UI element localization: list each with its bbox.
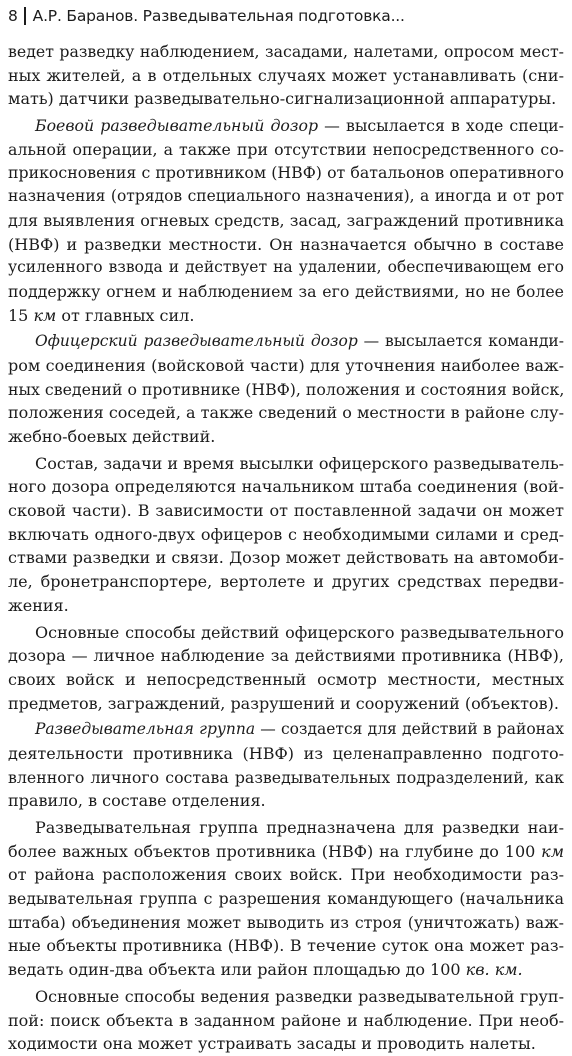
text-run: Состав, задачи и время высылки офицерского разведыватель- <box>35 453 564 473</box>
text-run: ные объекты противника (НВФ). В течение суток она может раз- <box>8 936 564 956</box>
text-run: прикосновения с противником (НВФ) от батальонов оперативного <box>8 163 564 183</box>
text-run: усиленного взвода и действует на удалении, обеспечивающем его <box>8 258 564 277</box>
text-run: — высылается в ходе специ- <box>318 116 564 136</box>
text-run: положения соседей, а также сведений о местности в районе слу- <box>8 403 564 423</box>
paragraph <box>8 40 564 111</box>
text-run: ствами разведки и связи. Дозор может действовать на автомоби- <box>8 548 564 568</box>
text-line <box>8 718 564 742</box>
text-run: ведет разведку наблюдением, засадами, налетами, опросом мест- <box>8 42 564 61</box>
text-line <box>8 256 564 280</box>
text-run: ром соединения (войсковой части) для уточнения наиболее важ- <box>8 355 564 375</box>
text-run: Разведывательная группа предназначена для разведки наи- <box>35 818 564 837</box>
italic-term: кв. км. <box>465 960 523 980</box>
text-line <box>8 692 564 716</box>
text-line <box>8 668 564 692</box>
text-run: — создается для действий в районах <box>255 720 564 739</box>
running-header <box>8 4 405 28</box>
text-line <box>8 304 564 328</box>
text-line <box>8 934 564 958</box>
text-line <box>8 840 564 864</box>
text-line <box>8 209 564 233</box>
text-run: Основные способы действий офицерского разведывательного <box>35 622 564 642</box>
text-line <box>8 138 564 162</box>
text-run: ного дозора определяются начальником штаба соединения (вой- <box>8 477 564 497</box>
text-run: дозора — личное наблюдение за действиями противника (НВФ), <box>8 646 564 666</box>
text-line <box>8 742 564 766</box>
text-line <box>8 233 564 257</box>
italic-term: км <box>541 841 564 861</box>
text-run: поддержку огнем и наблюдением за его действиями, но не более <box>8 281 564 301</box>
text-line <box>8 114 564 138</box>
text-run: пой: поиск объекта в заданном районе и наблюдение. При необ- <box>8 1010 564 1030</box>
text-line <box>8 452 564 476</box>
text-run: деятельности противника (НВФ) из целенаправленно подгото- <box>8 743 564 763</box>
text-run: ных сведений о противнике (НВФ), положения и состояния войск, <box>8 379 564 399</box>
text-run: штаба) объединения может выводить из строя (уничтожать) важ- <box>8 912 564 932</box>
text-line <box>8 621 564 645</box>
text-run: предметов, заграждений, разрушений и сооружений (объектов). <box>8 693 559 713</box>
text-line <box>8 863 564 887</box>
text-line <box>8 401 564 425</box>
text-run: мать) датчики разведывательно-сигнализационной аппаратуры. <box>8 89 557 109</box>
paragraph <box>8 452 564 618</box>
text-run: сковой части). В зависимости от поставленной задачи он может <box>8 501 564 521</box>
text-run: ходимости она может устраивать засады и проводить налеты. <box>8 1034 536 1054</box>
text-run: ле, бронетранспортере, вертолете и других средствах передви- <box>8 572 564 592</box>
paragraph <box>8 718 564 813</box>
text-line <box>8 40 564 64</box>
text-run: от главных сил. <box>56 305 195 325</box>
text-run: вленного личного состава разведывательных подразделений, как <box>8 767 564 787</box>
text-run: назначения (отрядов специального назначения), а иногда и от рот <box>8 187 564 206</box>
text-line <box>8 594 564 618</box>
text-run: 15 <box>8 305 34 325</box>
paragraph <box>8 114 564 327</box>
text-line <box>8 816 564 840</box>
text-line <box>8 425 564 449</box>
paragraph <box>8 816 564 982</box>
text-run: включать одного-двух офицеров с необходимыми силами и сред- <box>8 524 564 544</box>
text-run: жебно-боевых действий. <box>8 427 216 446</box>
text-line <box>8 330 564 354</box>
italic-term: км <box>33 305 57 325</box>
text-line <box>8 523 564 547</box>
text-run: правило, в составе отделения. <box>8 791 266 811</box>
text-line <box>8 766 564 790</box>
body-text <box>8 40 564 1056</box>
text-run: ных жителей, а в отдельных случаях может устанавливать (сни- <box>8 65 564 85</box>
text-line <box>8 570 564 594</box>
text-run: (НВФ) и разведки местности. Он назначается обычно в составе <box>8 234 564 254</box>
text-line <box>8 985 564 1009</box>
text-line <box>8 161 564 185</box>
italic-term: Разведывательная группа <box>35 720 256 739</box>
text-line <box>8 499 564 523</box>
text-line <box>8 789 564 813</box>
text-line <box>8 546 564 570</box>
text-line <box>8 911 564 935</box>
text-run: альной операции, а также при отсутствии непосредственного со- <box>8 139 564 159</box>
running-title: А.Р. Баранов. Разведывательная подготовка... <box>32 7 405 25</box>
italic-term: Боевой разведывательный дозор <box>35 116 319 136</box>
paragraph <box>8 330 564 448</box>
text-line <box>8 644 564 668</box>
paragraph <box>8 621 564 716</box>
text-line <box>8 87 564 111</box>
text-line <box>8 958 564 982</box>
page-number: 8 <box>8 7 18 25</box>
text-run: своих войск и непосредственный осмотр местности, местных <box>8 669 564 689</box>
text-line <box>8 354 564 378</box>
text-run: от района расположения своих войск. При необходимости раз- <box>8 865 564 885</box>
text-run: ведать один-два объекта или район площадью до 100 <box>8 960 466 980</box>
paragraph <box>8 985 564 1056</box>
text-line <box>8 887 564 911</box>
text-run: — высылается команди- <box>357 332 564 351</box>
text-line <box>8 1032 564 1056</box>
text-line <box>8 475 564 499</box>
text-line <box>8 64 564 88</box>
text-run: Основные способы ведения разведки разведывательной груп- <box>35 986 564 1006</box>
text-line <box>8 1009 564 1033</box>
italic-term: Офицерский разведывательный дозор <box>35 332 358 351</box>
text-line <box>8 185 564 209</box>
text-run: более важных объектов противника (НВФ) на глубине до 100 <box>8 841 542 861</box>
text-run: жения. <box>8 595 69 615</box>
text-run: ведывательная группа с разрешения командующего (начальника <box>8 889 564 909</box>
text-line <box>8 378 564 402</box>
text-line <box>8 280 564 304</box>
text-run: для выявления огневых средств, засад, заграждений противника <box>8 210 564 230</box>
header-separator <box>24 7 26 25</box>
